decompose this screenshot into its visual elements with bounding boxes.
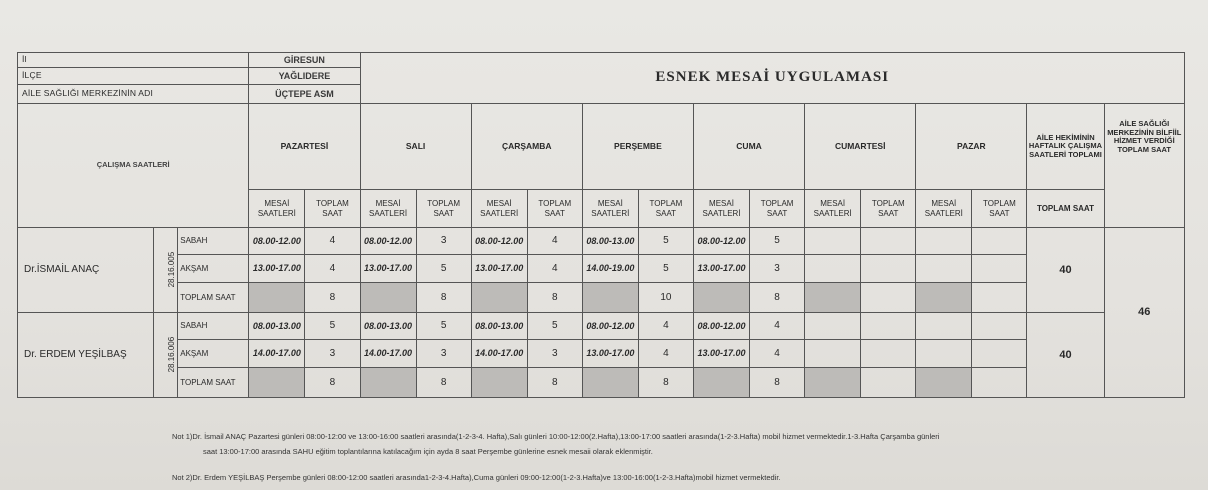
asm-label: AİLE SAĞLIĞI MERKEZİNİN ADI (18, 85, 249, 104)
shift-label: AKŞAM (178, 340, 249, 368)
mesai-header: MESAİ SAATLERİ (805, 190, 861, 228)
time-cell (916, 340, 972, 368)
total-cell: 8 (527, 368, 582, 398)
total-cell: 8 (416, 368, 471, 398)
hour-cell: 4 (638, 313, 693, 340)
time-cell: 14.00-19.00 (582, 255, 638, 283)
shaded-cell (693, 368, 749, 398)
time-cell: 08.00-12.00 (360, 228, 416, 255)
toplam-header: TOPLAM SAAT (972, 190, 1027, 228)
shaded-cell (916, 368, 972, 398)
time-cell (805, 340, 861, 368)
il-label: İl (18, 53, 249, 68)
day-header-4: CUMA (693, 104, 804, 190)
weekly-hours-header: AİLE HEKİMİNİN HAFTALIK ÇALIŞMA SAATLERİ TOPLAMI (1027, 104, 1104, 190)
hour-cell: 4 (305, 228, 360, 255)
day-header-1: SALI (360, 104, 471, 190)
time-cell: 08.00-12.00 (693, 228, 749, 255)
hour-cell: 4 (638, 340, 693, 368)
center-total: 46 (1104, 228, 1184, 398)
shift-label: SABAH (178, 313, 249, 340)
doctor-code: 28.16.005 (154, 228, 178, 313)
doctor-name: Dr. ERDEM YEŞİLBAŞ (18, 313, 154, 398)
hour-cell (861, 255, 916, 283)
time-cell: 13.00-17.00 (693, 255, 749, 283)
asm-value: ÜÇTEPE ASM (249, 85, 360, 104)
hour-cell: 5 (527, 313, 582, 340)
total-cell (972, 283, 1027, 313)
total-cell: 8 (416, 283, 471, 313)
shift-label: SABAH (178, 228, 249, 255)
doctor-code: 28.16.006 (154, 313, 178, 398)
total-cell: 8 (750, 368, 805, 398)
time-cell: 14.00-17.00 (471, 340, 527, 368)
esnek-mesai-table (17, 52, 1185, 398)
time-cell: 08.00-13.00 (471, 313, 527, 340)
hour-cell (861, 228, 916, 255)
mesai-header: MESAİ SAATLERİ (582, 190, 638, 228)
mesai-header: MESAİ SAATLERİ (916, 190, 972, 228)
hour-cell: 4 (305, 255, 360, 283)
time-cell: 08.00-13.00 (582, 228, 638, 255)
shaded-cell (805, 368, 861, 398)
day-header-6: PAZAR (916, 104, 1027, 190)
calisma-saatleri-header: ÇALIŞMA SAATLERİ (18, 104, 249, 228)
toplam-header: TOPLAM SAAT (861, 190, 916, 228)
shaded-cell (693, 283, 749, 313)
day-header-3: PERŞEMBE (582, 104, 693, 190)
time-cell: 08.00-12.00 (471, 228, 527, 255)
shaded-cell (916, 283, 972, 313)
hour-cell (972, 228, 1027, 255)
mesai-header: MESAİ SAATLERİ (471, 190, 527, 228)
hour-cell: 5 (416, 255, 471, 283)
time-cell: 08.00-12.00 (249, 228, 305, 255)
time-cell: 13.00-17.00 (471, 255, 527, 283)
hour-cell (861, 340, 916, 368)
ilce-value: YAĞLIDERE (249, 68, 360, 85)
weekly-total: 40 (1027, 228, 1104, 313)
total-cell (861, 283, 916, 313)
shaded-cell (471, 283, 527, 313)
day-header-5: CUMARTESİ (805, 104, 916, 190)
time-cell (805, 255, 861, 283)
total-cell: 8 (527, 283, 582, 313)
hour-cell: 3 (527, 340, 582, 368)
time-cell: 14.00-17.00 (249, 340, 305, 368)
time-cell: 08.00-13.00 (249, 313, 305, 340)
time-cell (805, 228, 861, 255)
hour-cell: 3 (305, 340, 360, 368)
hour-cell: 5 (638, 228, 693, 255)
total-cell (861, 368, 916, 398)
mesai-header: MESAİ SAATLERİ (249, 190, 305, 228)
il-value: GİRESUN (249, 53, 360, 68)
time-cell: 13.00-17.00 (693, 340, 749, 368)
hour-cell (861, 313, 916, 340)
shaded-cell (360, 368, 416, 398)
hour-cell: 5 (750, 228, 805, 255)
note-1-cont: saat 13:00-17:00 arasında SAHU eğitim toplantılarına katılacağım için ayda 8 saat Perşembe günlerine esnek mesaii olarak eklenmiştir. (203, 447, 653, 456)
hour-cell: 3 (750, 255, 805, 283)
shaded-cell (249, 283, 305, 313)
shaded-cell (582, 283, 638, 313)
shift-label: AKŞAM (178, 255, 249, 283)
toplam-header: TOPLAM SAAT (638, 190, 693, 228)
hour-cell: 5 (305, 313, 360, 340)
total-cell (972, 368, 1027, 398)
shaded-cell (360, 283, 416, 313)
time-cell (916, 255, 972, 283)
mesai-header: MESAİ SAATLERİ (693, 190, 749, 228)
shift-label: TOPLAM SAAT (178, 283, 249, 313)
total-cell: 8 (638, 368, 693, 398)
day-header-2: ÇARŞAMBA (471, 104, 582, 190)
hour-cell: 4 (527, 228, 582, 255)
toplam-header: TOPLAM SAAT (750, 190, 805, 228)
time-cell: 14.00-17.00 (360, 340, 416, 368)
time-cell: 13.00-17.00 (582, 340, 638, 368)
shift-label: TOPLAM SAAT (178, 368, 249, 398)
time-cell: 08.00-12.00 (693, 313, 749, 340)
ilce-label: İLÇE (18, 68, 249, 85)
shaded-cell (582, 368, 638, 398)
total-cell: 10 (638, 283, 693, 313)
mesai-header: MESAİ SAATLERİ (360, 190, 416, 228)
time-cell: 08.00-13.00 (360, 313, 416, 340)
center-hours-header: AİLE SAĞLIĞI MERKEZİNİN BİLFİİL HİZMET VERDİĞİ TOPLAM SAAT (1104, 104, 1184, 228)
time-cell: 13.00-17.00 (360, 255, 416, 283)
total-cell: 8 (305, 283, 360, 313)
hour-cell: 4 (750, 313, 805, 340)
note-1: Not 1)Dr. İsmail ANAÇ Pazartesi günleri 08:00-12:00 ve 13:00-16:00 saatleri arasında(1-2-3-4. Hafta),Salı günleri 10:00-12:00(2.Hafta),13:00-17:00 saatleri arasında(1-2-3.Hafta) mobil hizmet vermektedir.1-3.Hafta Çarşamba günleri (172, 432, 940, 441)
shaded-cell (805, 283, 861, 313)
time-cell (916, 313, 972, 340)
time-cell: 08.00-12.00 (582, 313, 638, 340)
weekly-total: 40 (1027, 313, 1104, 398)
time-cell (805, 313, 861, 340)
weekly-total-subheader: TOPLAM SAAT (1027, 190, 1104, 228)
hour-cell (972, 340, 1027, 368)
doctor-name: Dr.İSMAİL ANAÇ (18, 228, 154, 313)
time-cell: 13.00-17.00 (249, 255, 305, 283)
hour-cell: 3 (416, 340, 471, 368)
shaded-cell (471, 368, 527, 398)
page-title: ESNEK MESAİ UYGULAMASI (360, 53, 1185, 104)
note-2: Not 2)Dr. Erdem YEŞİLBAŞ Perşembe günleri 08:00-12:00 saatleri arasında1-2-3-4.Hafta),Cuma günleri 09:00-12:00(1-2-3.Hafta)ve 13:00-16:00(1-2-3.Hafta)mobil hizmet vermektedir. (172, 473, 781, 482)
toplam-header: TOPLAM SAAT (305, 190, 360, 228)
total-cell: 8 (305, 368, 360, 398)
shaded-cell (249, 368, 305, 398)
hour-cell: 5 (638, 255, 693, 283)
toplam-header: TOPLAM SAAT (527, 190, 582, 228)
hour-cell: 4 (750, 340, 805, 368)
day-header-0: PAZARTESİ (249, 104, 360, 190)
hour-cell (972, 313, 1027, 340)
hour-cell: 3 (416, 228, 471, 255)
hour-cell: 4 (527, 255, 582, 283)
hour-cell: 5 (416, 313, 471, 340)
toplam-header: TOPLAM SAAT (416, 190, 471, 228)
time-cell (916, 228, 972, 255)
hour-cell (972, 255, 1027, 283)
total-cell: 8 (750, 283, 805, 313)
